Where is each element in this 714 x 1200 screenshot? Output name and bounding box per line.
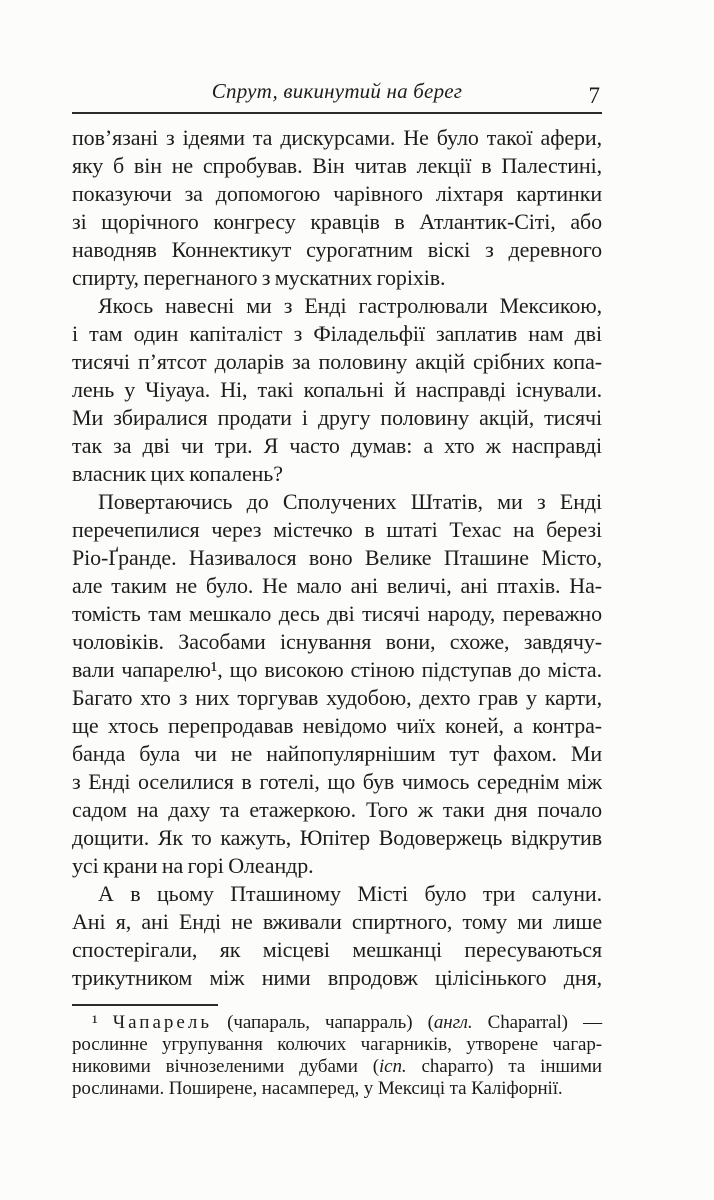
body-text-line: наводняв Коннектикут сурогатним віскі з деревного — [72, 237, 602, 262]
footnote-block — [72, 1012, 602, 1100]
body-text-line: показуючи за допомогою чарівного ліхтаря картинки — [72, 181, 602, 206]
body-text-line: спостерігали, як місцеві мешканці пересуваються — [72, 937, 602, 962]
body-text-line: з Енді оселилися в готелі, що був чимось середнім між — [72, 769, 602, 794]
body-text-line: пов’язані з ідеями та дискурсами. Не було такої афери, — [72, 125, 602, 150]
text-block — [72, 0, 602, 1200]
page-header — [72, 78, 602, 114]
body-text-line: спирту, перегнаного з мускатних горіхів. — [72, 265, 446, 290]
body-text-line: чоловіків. Засобами існування вони, схоже, завдячу- — [72, 629, 602, 654]
footnote-separator-rule — [72, 1004, 218, 1006]
footnote-line — [72, 1078, 602, 1100]
body-text-line: томість там мешкало десь дві тисячі народу, переважно — [72, 601, 602, 626]
footnote-line — [72, 1034, 602, 1056]
footnote-italic-term: англ. — [433, 1012, 473, 1033]
footnote-text: никовими вічнозеленими дубами ( — [72, 1056, 379, 1077]
footnote-text: (чапараль, чапарраль) ( — [212, 1012, 434, 1033]
body-text — [72, 124, 602, 992]
body-text-line: А в цьому Пташиному Місті було три салуни. — [98, 881, 602, 906]
footnote-text: chaparro) та іншими — [406, 1056, 602, 1077]
body-text-line: садом на даху та етажеркою. Того ж таки дня почало — [72, 797, 602, 822]
footnote-text: ¹ — [92, 1012, 113, 1033]
body-text-line: Ріо-Ґранде. Називалося воно Велике Пташине Місто, — [72, 545, 602, 570]
body-text-line: тисячі п’ятсот доларів за половину акцій срібних копа- — [72, 349, 602, 374]
body-text-line: але таким не було. Не мало ані величі, ані птахів. На- — [72, 573, 602, 598]
body-text-line: Якось навесні ми з Енді гастролювали Мексикою, — [98, 293, 602, 318]
footnote-text: рослинне угрупування колючих чагарників, утворене чагар- — [72, 1034, 602, 1055]
page-number: 7 — [588, 83, 600, 108]
footnote-text: Chaparral) — — [472, 1012, 602, 1033]
body-text-line: усі крани на горі Олеандр. — [72, 853, 314, 878]
footnote-line — [72, 1012, 602, 1034]
body-text-line: і там один капіталіст з Філадельфії заплатив нам дві — [72, 321, 602, 346]
body-text-line: Багато хто з них торгував худобою, дехто грав у карти, — [72, 685, 602, 710]
body-text-line: трикутником між ними впродовж цілісінького дня, — [72, 965, 602, 990]
body-text-line: вали чапарелю¹, що високою стіною підступав до міста. — [72, 657, 602, 682]
footnote-line — [72, 1056, 602, 1078]
body-text-line: власник цих копалень? — [72, 461, 283, 486]
body-text-line: ще хтось перепродавав невідомо чиїх коней, а контра- — [72, 713, 602, 738]
body-text-line: дощити. Як то кажуть, Юпітер Водовержець відкрутив — [72, 825, 602, 850]
body-text-line: Ані я, ані Енді не вживали спиртного, тому ми лише — [72, 909, 602, 934]
body-text-line: банда була чи не найпопулярнішим тут фахом. Ми — [72, 741, 602, 766]
footnote-text: рослинами. Поширене, насамперед, у Мексиці та Каліфорнії. — [72, 1078, 563, 1099]
footnote-italic-term: ісп. — [378, 1056, 407, 1077]
footnote-text: Чапарель — [112, 1012, 212, 1033]
running-head-title: Спрут, викинутий на берег — [211, 79, 463, 103]
body-text-line: лень у Чіуауа. Ні, такі копальні й насправді існували. — [72, 377, 602, 402]
body-text-line: зі щорічного конгресу кравців в Атлантик-Сіті, або — [72, 209, 602, 234]
body-text-line: Повертаючись до Сполучених Штатів, ми з Енді — [98, 489, 602, 514]
body-text-line: перечепилися через містечко в штаті Техас на березі — [72, 517, 602, 542]
body-text-line: так за дві чи три. Я часто думав: а хто ж насправді — [72, 433, 602, 458]
body-text-line: яку б він не спробував. Він читав лекції в Палестині, — [72, 153, 602, 178]
body-text-line: Ми збиралися продати і другу половину акцій, тисячі — [72, 405, 602, 430]
